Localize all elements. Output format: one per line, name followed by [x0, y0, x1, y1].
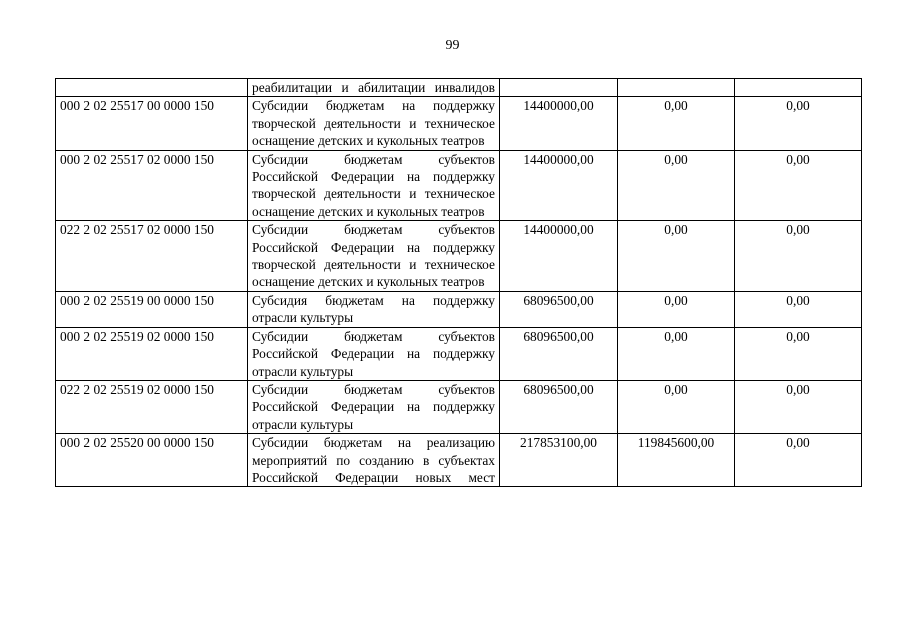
- table-row: [56, 97, 862, 150]
- budget-table: [55, 78, 862, 487]
- row-value-2: 0,00: [618, 150, 735, 221]
- row-value-3: 0,00: [735, 327, 862, 380]
- table-row: [56, 327, 862, 380]
- row-description: Субсидии бюджетам субъектов Российской Федерации на поддержку творческой деятельности и техническое оснащение детских и кукольных театров: [248, 150, 500, 221]
- row-value-1: 68096500,00: [500, 380, 618, 433]
- row-value-1: 14400000,00: [500, 97, 618, 150]
- table-row: [56, 150, 862, 221]
- page-number: 99: [445, 38, 460, 53]
- row-value-3: 0,00: [735, 97, 862, 150]
- table-row: [56, 221, 862, 292]
- row-value-1: 68096500,00: [500, 291, 618, 327]
- row-code: [56, 79, 248, 97]
- row-value-2: 0,00: [618, 221, 735, 292]
- row-value-2: 0,00: [618, 327, 735, 380]
- row-code: 022 2 02 25517 02 0000 150: [56, 221, 248, 292]
- row-code: 000 2 02 25520 00 0000 150: [56, 434, 248, 487]
- row-code: 000 2 02 25517 00 0000 150: [56, 97, 248, 150]
- row-description: Субсидия бюджетам на поддержку отрасли культуры: [248, 291, 500, 327]
- row-value-3: 0,00: [735, 150, 862, 221]
- row-value-1: 14400000,00: [500, 150, 618, 221]
- row-description: Субсидии бюджетам субъектов Российской Федерации на поддержку отрасли культуры: [248, 327, 500, 380]
- row-description: Субсидии бюджетам субъектов Российской Федерации на поддержку отрасли культуры: [248, 380, 500, 433]
- row-value-2: 119845600,00: [618, 434, 735, 487]
- row-value-3: 0,00: [735, 221, 862, 292]
- row-description: Субсидии бюджетам на поддержку творческой деятельности и техническое оснащение детских и кукольных театров: [248, 97, 500, 150]
- row-value-3: 0,00: [735, 434, 862, 487]
- table-row: [56, 434, 862, 487]
- table-row: [56, 291, 862, 327]
- row-value-1: 14400000,00: [500, 221, 618, 292]
- row-code: 022 2 02 25519 02 0000 150: [56, 380, 248, 433]
- row-description: Субсидии бюджетам на реализацию мероприятий по созданию в субъектах Российской Федерации новых мест: [248, 434, 500, 487]
- row-value-2: 0,00: [618, 97, 735, 150]
- row-description: реабилитации и абилитации инвалидов: [248, 79, 500, 97]
- table-row: [56, 79, 862, 97]
- row-value-3: [735, 79, 862, 97]
- table-row: [56, 380, 862, 433]
- row-code: 000 2 02 25517 02 0000 150: [56, 150, 248, 221]
- row-value-1: [500, 79, 618, 97]
- row-value-3: 0,00: [735, 380, 862, 433]
- row-value-3: 0,00: [735, 291, 862, 327]
- row-description: Субсидии бюджетам субъектов Российской Федерации на поддержку творческой деятельности и техническое оснащение детских и кукольных театров: [248, 221, 500, 292]
- row-code: 000 2 02 25519 00 0000 150: [56, 291, 248, 327]
- row-value-2: [618, 79, 735, 97]
- row-value-2: 0,00: [618, 380, 735, 433]
- row-code: 000 2 02 25519 02 0000 150: [56, 327, 248, 380]
- row-value-1: 217853100,00: [500, 434, 618, 487]
- row-value-2: 0,00: [618, 291, 735, 327]
- row-value-1: 68096500,00: [500, 327, 618, 380]
